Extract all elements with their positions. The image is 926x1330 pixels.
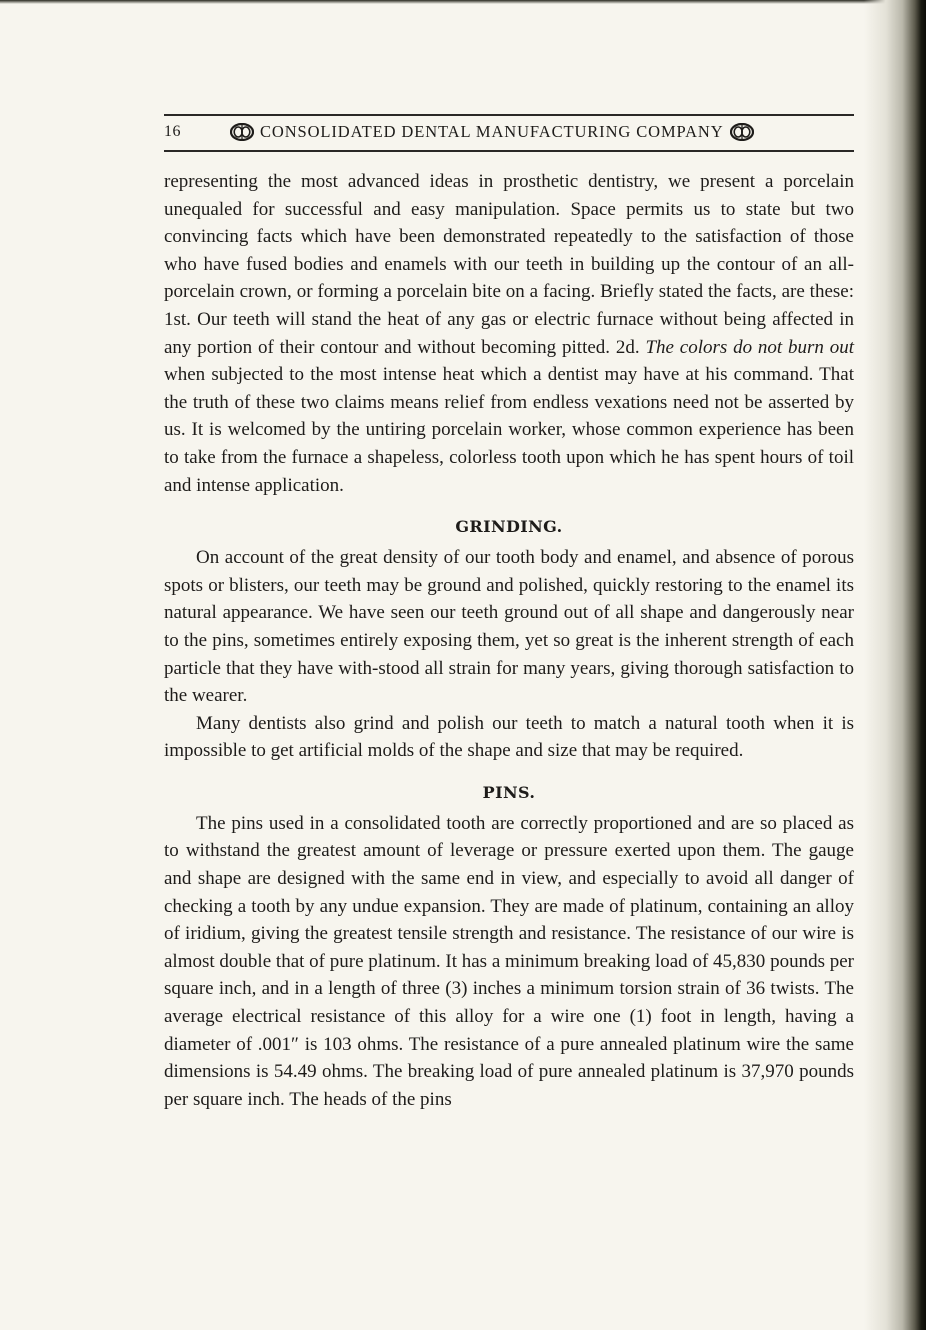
grinding-paragraph-2: Many dentists also grind and polish our teeth to match a natural tooth when it is impossible to get artificial molds of the shape and size that may be required. (164, 712, 854, 762)
running-header (164, 120, 854, 144)
running-title-group (230, 122, 754, 142)
intro-paragraph (164, 168, 854, 499)
grinding-paragraph-1: On account of the great density of our tooth body and enamel, and absence of porous spots or blisters, our teeth may be ground and polished, quickly restoring to the enamel its natural appearance. We have seen our teeth ground out of all shape and dangerously near to the pins, sometimes entirely exposing them, yet so great is the inherent strength of each particle that they have with-stood all strain for many years, giving thorough satisfaction to the wearer. (164, 547, 854, 707)
company-monogram-icon (230, 123, 254, 141)
section-heading-grinding: GRINDING. (455, 517, 563, 537)
company-monogram-icon (730, 123, 754, 141)
section-heading-pins: PINS. (482, 782, 536, 802)
binding-shadow (864, 0, 926, 1330)
header-rule-bottom (164, 150, 854, 152)
intro-emphasis: The colors do not burn out (645, 336, 855, 358)
page-number: 16 (164, 123, 181, 140)
company-name: CONSOLIDATED DENTAL MANUFACTURING COMPANY (260, 122, 724, 141)
scan-top-edge (0, 0, 926, 4)
header-rule-top (164, 114, 854, 116)
intro-text-a: representing the most advanced ideas in prosthetic dentistry, we present a porcelain unequaled for successful and easy manipulation. Space permits us to state but two convincing facts which have been demonstrated repeatedly to the satisfaction of those who have fused bodies and enamels with our teeth in building up the contour of an all-porcelain crown, or forming a porcelain bite on a facing. Briefly stated the facts, are these: 1st. Our teeth will stand the heat of any gas or electric furnace without being affected in any portion of their contour and without becoming pitted. 2d. (164, 171, 854, 358)
intro-text-b: when subjected to the most intense heat which a dentist may have at his command. That the truth of these two claims means relief from endless vexations need not be asserted by us. It is welcomed by the untiring porcelain worker, whose common experience has been to take from the furnace a shapeless, colorless tooth upon which he has spent hours of toil and intense application. (164, 364, 854, 496)
pins-paragraph-1: The pins used in a consolidated tooth are correctly proportioned and are so placed as to withstand the greatest amount of leverage or pressure exerted upon them. The gauge and shape are designed with the same end in view, and especially to avoid all danger of checking a tooth by any undue expansion. They are made of platinum, containing an alloy of iridium, giving the greatest tensile strength and resistance. The resistance of our wire is almost double that of pure platinum. It has a minimum breaking load of 45,830 pounds per square inch, and in a length of three (3) inches a minimum torsion strain of 36 twists. The average electrical resistance of this alloy for a wire one (1) foot in length, having a diameter of .001″ is 103 ohms. The resistance of a pure annealed platinum wire the same dimensions is 54.49 ohms. The breaking load of pure annealed platinum is 37,970 pounds per square inch. The heads of the pins (164, 812, 854, 1110)
body-text (164, 168, 854, 1113)
